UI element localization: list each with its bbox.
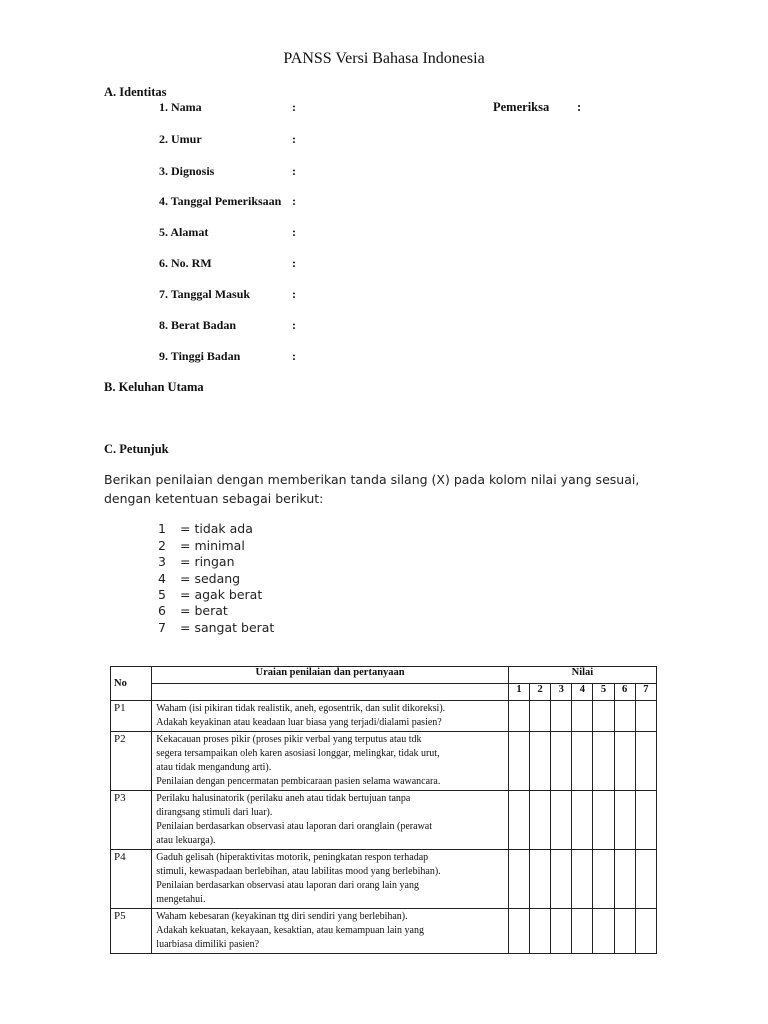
score-col-5: 5 <box>593 684 614 701</box>
field-nama <box>159 100 296 115</box>
scale-number: 7 <box>158 620 166 635</box>
header-description-blank <box>152 684 509 701</box>
desc-line: atau tidak mengandung arti). <box>156 762 272 773</box>
desc-line: Penilaian dengan pencermatan pembicaraan pasien selama wawancara. <box>156 776 441 787</box>
field-colon: : <box>292 318 296 332</box>
score-cell[interactable] <box>551 732 572 791</box>
field-label: 5. Alamat <box>159 225 209 239</box>
field-colon: : <box>292 225 296 239</box>
score-col-2: 2 <box>530 684 551 701</box>
desc-line: Penilaian berdasarkan observasi atau laporan dari orang lain yang <box>156 880 419 891</box>
score-cell[interactable] <box>614 909 635 954</box>
score-col-4: 4 <box>572 684 593 701</box>
score-cell[interactable] <box>572 909 593 954</box>
desc-line: Gaduh gelisah (hiperaktivitas motorik, peningkatan respon terhadap <box>156 852 429 863</box>
field-tanggal-pemeriksaan <box>159 194 296 209</box>
score-cell[interactable] <box>508 791 529 850</box>
field-label: 6. No. RM <box>159 256 212 270</box>
examiner-label: Pemeriksa <box>493 100 550 114</box>
scale-text: = minimal <box>180 538 245 553</box>
field-tinggi-badan <box>159 349 296 364</box>
score-cell[interactable] <box>572 850 593 909</box>
desc-line: Adakah keyakinan atau keadaan luar biasa yang terjadi/dialami pasien? <box>156 717 442 728</box>
scale-number: 6 <box>158 603 166 618</box>
score-cell[interactable] <box>530 909 551 954</box>
score-cell[interactable] <box>614 732 635 791</box>
field-colon: : <box>292 349 296 363</box>
score-cell[interactable] <box>593 791 614 850</box>
field-umur <box>159 132 296 147</box>
scale-item <box>158 571 240 586</box>
field-colon: : <box>292 287 296 301</box>
item-code: P2 <box>111 732 152 791</box>
score-cell[interactable] <box>551 850 572 909</box>
scale-number: 5 <box>158 587 166 602</box>
header-no: No <box>111 667 152 701</box>
score-cell[interactable] <box>635 732 656 791</box>
score-col-1: 1 <box>508 684 529 701</box>
scale-text: = sangat berat <box>180 620 275 635</box>
desc-line: stimuli, kewaspadaan berlebihan, atau labilitas mood yang berlebihan). <box>156 866 441 877</box>
scale-number: 2 <box>158 538 166 553</box>
field-pemeriksa <box>493 100 582 115</box>
item-description <box>152 909 509 954</box>
field-label: 4. Tanggal Pemeriksaan <box>159 194 282 208</box>
table-row <box>111 909 657 954</box>
field-no-rm <box>159 256 296 271</box>
desc-line: Waham kebesaran (keyakinan ttg diri sendiri yang berlebihan). <box>156 911 408 922</box>
scale-item <box>158 554 235 569</box>
field-label: 1. Nama <box>159 100 202 114</box>
scale-text: = ringan <box>180 554 235 569</box>
table-row <box>111 791 657 850</box>
score-cell[interactable] <box>530 791 551 850</box>
score-cell[interactable] <box>530 850 551 909</box>
field-diagnosis <box>159 164 296 179</box>
score-cell[interactable] <box>551 909 572 954</box>
desc-line: Kekacauan proses pikir (proses pikir verbal yang terputus atau tdk <box>156 734 422 745</box>
score-cell[interactable] <box>593 701 614 732</box>
score-cell[interactable] <box>635 909 656 954</box>
score-cell[interactable] <box>593 850 614 909</box>
desc-line: atau lekuarga). <box>156 835 216 846</box>
desc-line: segera tersampaikan oleh karen asosiasi longgar, melingkar, tidak urut, <box>156 748 440 759</box>
scale-number: 3 <box>158 554 166 569</box>
field-label: 2. Umur <box>159 132 202 146</box>
instruction-text: Berikan penilaian dengan memberikan tanda silang (X) pada kolom nilai yang sesuai, dengan ketentuan sebagai berikut: <box>104 472 640 506</box>
item-description <box>152 850 509 909</box>
scale-item <box>158 603 228 618</box>
desc-line: dirangsang stimuli dari luar). <box>156 807 273 818</box>
field-label: 3. Dignosis <box>159 164 215 178</box>
scale-text: = tidak ada <box>180 521 253 536</box>
score-cell[interactable] <box>614 850 635 909</box>
field-label: 8. Berat Badan <box>159 318 237 332</box>
table-row <box>111 732 657 791</box>
header-description: Uraian penilaian dan pertanyaan <box>152 667 509 684</box>
section-a-heading: A. Identitas <box>104 85 167 99</box>
scale-item <box>158 538 245 553</box>
score-cell[interactable] <box>572 791 593 850</box>
scale-number: 1 <box>158 521 166 536</box>
field-colon: : <box>292 132 296 146</box>
desc-line: Waham (isi pikiran tidak realistik, aneh, egosentrik, dan sulit dikoreksi). <box>156 703 446 714</box>
score-cell[interactable] <box>508 850 529 909</box>
scale-text: = sedang <box>180 571 241 586</box>
score-cell[interactable] <box>508 732 529 791</box>
field-colon: : <box>292 164 296 178</box>
field-label: 9. Tinggi Badan <box>159 349 241 363</box>
desc-line: mengetahui. <box>156 894 206 905</box>
panss-table <box>110 666 657 954</box>
score-cell[interactable] <box>530 701 551 732</box>
field-tanggal-masuk <box>159 287 296 302</box>
item-code: P4 <box>111 850 152 909</box>
score-cell[interactable] <box>572 732 593 791</box>
table-row <box>111 850 657 909</box>
header-score: Nilai <box>508 667 656 684</box>
item-code: P1 <box>111 701 152 732</box>
item-code: P3 <box>111 791 152 850</box>
scale-item <box>158 620 274 635</box>
score-cell[interactable] <box>572 701 593 732</box>
score-col-6: 6 <box>614 684 635 701</box>
score-cell[interactable] <box>635 701 656 732</box>
section-c-heading: C. Petunjuk <box>104 442 169 456</box>
score-cell[interactable] <box>635 791 656 850</box>
scale-number: 4 <box>158 571 166 586</box>
table-row <box>111 701 657 732</box>
item-description <box>152 732 509 791</box>
item-code: P5 <box>111 909 152 954</box>
field-colon: : <box>292 256 296 270</box>
examiner-colon: : <box>577 100 582 114</box>
score-cell[interactable] <box>508 701 529 732</box>
score-cell[interactable] <box>635 850 656 909</box>
score-cell[interactable] <box>593 909 614 954</box>
score-cell[interactable] <box>614 791 635 850</box>
score-cell[interactable] <box>551 791 572 850</box>
desc-line: luarbiasa dimiliki pasien? <box>156 939 260 950</box>
score-cell[interactable] <box>530 732 551 791</box>
score-cell[interactable] <box>593 732 614 791</box>
desc-line: Adakah kekuatan, kekayaan, kesaktian, atau kemampuan lain yang <box>156 925 424 936</box>
field-alamat <box>159 225 296 240</box>
scale-text: = berat <box>180 603 228 618</box>
field-colon: : <box>292 100 296 114</box>
document-title: PANSS Versi Bahasa Indonesia <box>283 50 485 67</box>
field-colon: : <box>292 194 296 208</box>
scale-item <box>158 587 262 602</box>
scale-text: = agak berat <box>180 587 263 602</box>
score-cell[interactable] <box>614 701 635 732</box>
score-cell[interactable] <box>508 909 529 954</box>
field-label: 7. Tanggal Masuk <box>159 287 251 301</box>
score-col-7: 7 <box>635 684 656 701</box>
score-col-3: 3 <box>551 684 572 701</box>
desc-line: Penilaian berdasarkan observasi atau laporan dari oranglain (perawat <box>156 821 433 832</box>
field-berat-badan <box>159 318 296 333</box>
table-score-header-row <box>111 684 657 701</box>
item-description <box>152 701 509 732</box>
score-cell[interactable] <box>551 701 572 732</box>
item-description <box>152 791 509 850</box>
section-b-heading: B. Keluhan Utama <box>104 380 204 394</box>
desc-line: Perilaku halusinatorik (perilaku aneh atau tidak bertujuan tanpa <box>156 793 411 804</box>
table-header-row <box>111 667 657 684</box>
scale-item <box>158 521 253 536</box>
